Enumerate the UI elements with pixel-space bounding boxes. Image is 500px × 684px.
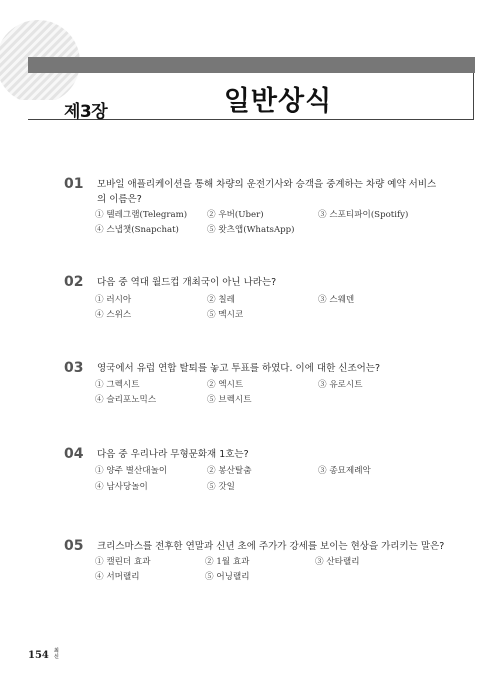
option-2: ② 우버(Uber): [207, 210, 264, 220]
option-2: ② 칠레: [207, 295, 235, 305]
question-number: 05: [64, 538, 84, 554]
option-3: ③ 산타랠리: [315, 557, 360, 567]
header-bar: [28, 57, 475, 73]
question-text: 크리스마스를 전후한 연말과 신년 초에 주가가 강세를 보이는 현상을 가리키는 말은?: [97, 541, 445, 552]
chapter-label: 제3장: [64, 102, 108, 122]
chapter-title: 일반상식: [223, 86, 333, 117]
footer-mark: 최신: [54, 648, 59, 660]
option-1: ① 텔레그램(Telegram): [95, 210, 188, 220]
option-4: ④ 스냅챗(Snapchat): [95, 225, 179, 235]
question-number: 03: [64, 360, 84, 376]
question-text: 다음 중 역대 월드컵 개최국이 아닌 나라는?: [97, 277, 277, 288]
option-3: ③ 유로시트: [318, 380, 363, 390]
option-1: ① 러시아: [95, 295, 132, 305]
option-1: ① 그렉시트: [95, 380, 140, 390]
option-2: ② 엑시트: [207, 380, 244, 390]
question-text: 다음 중 우리나라 무형문화재 1호는?: [97, 449, 249, 460]
option-4: ④ 서머랠리: [95, 572, 140, 582]
option-3: ③ 스웨덴: [318, 295, 355, 305]
option-5: ⑤ 브렉시트: [207, 395, 252, 405]
option-3: ③ 종묘제례악: [318, 466, 371, 476]
option-5: ⑤ 갓일: [207, 482, 235, 492]
question-number: 01: [64, 176, 84, 192]
option-4: ④ 슬리포노믹스: [95, 395, 157, 405]
option-2: ② 봉산탈춤: [207, 466, 252, 476]
question-text: 영국에서 유럽 연합 탈퇴를 놓고 투표를 하였다. 이에 대한 신조어는?: [97, 363, 381, 374]
option-5: ⑤ 멕시코: [207, 310, 244, 320]
question-number: 02: [64, 274, 84, 290]
option-3: ③ 스포티파이(Spotify): [318, 210, 409, 220]
option-4: ④ 스위스: [95, 310, 132, 320]
chapter-header: [28, 73, 474, 120]
page-number: 154: [28, 650, 49, 661]
option-1: ① 캘린더 효과: [95, 557, 151, 567]
option-1: ① 양주 별산대놀이: [95, 466, 168, 476]
option-5: ⑤ 어닝랠리: [205, 572, 250, 582]
option-5: ⑤ 왓츠앱(WhatsApp): [207, 225, 295, 235]
option-4: ④ 남사당놀이: [95, 482, 148, 492]
option-2: ② 1월 효과: [205, 557, 250, 567]
question-number: 04: [64, 446, 84, 462]
question-text: 모바일 애플리케이션을 통해 차량의 운전기사와 승객을 중계하는 차량 예약 서비스의 이름은?: [97, 179, 437, 205]
